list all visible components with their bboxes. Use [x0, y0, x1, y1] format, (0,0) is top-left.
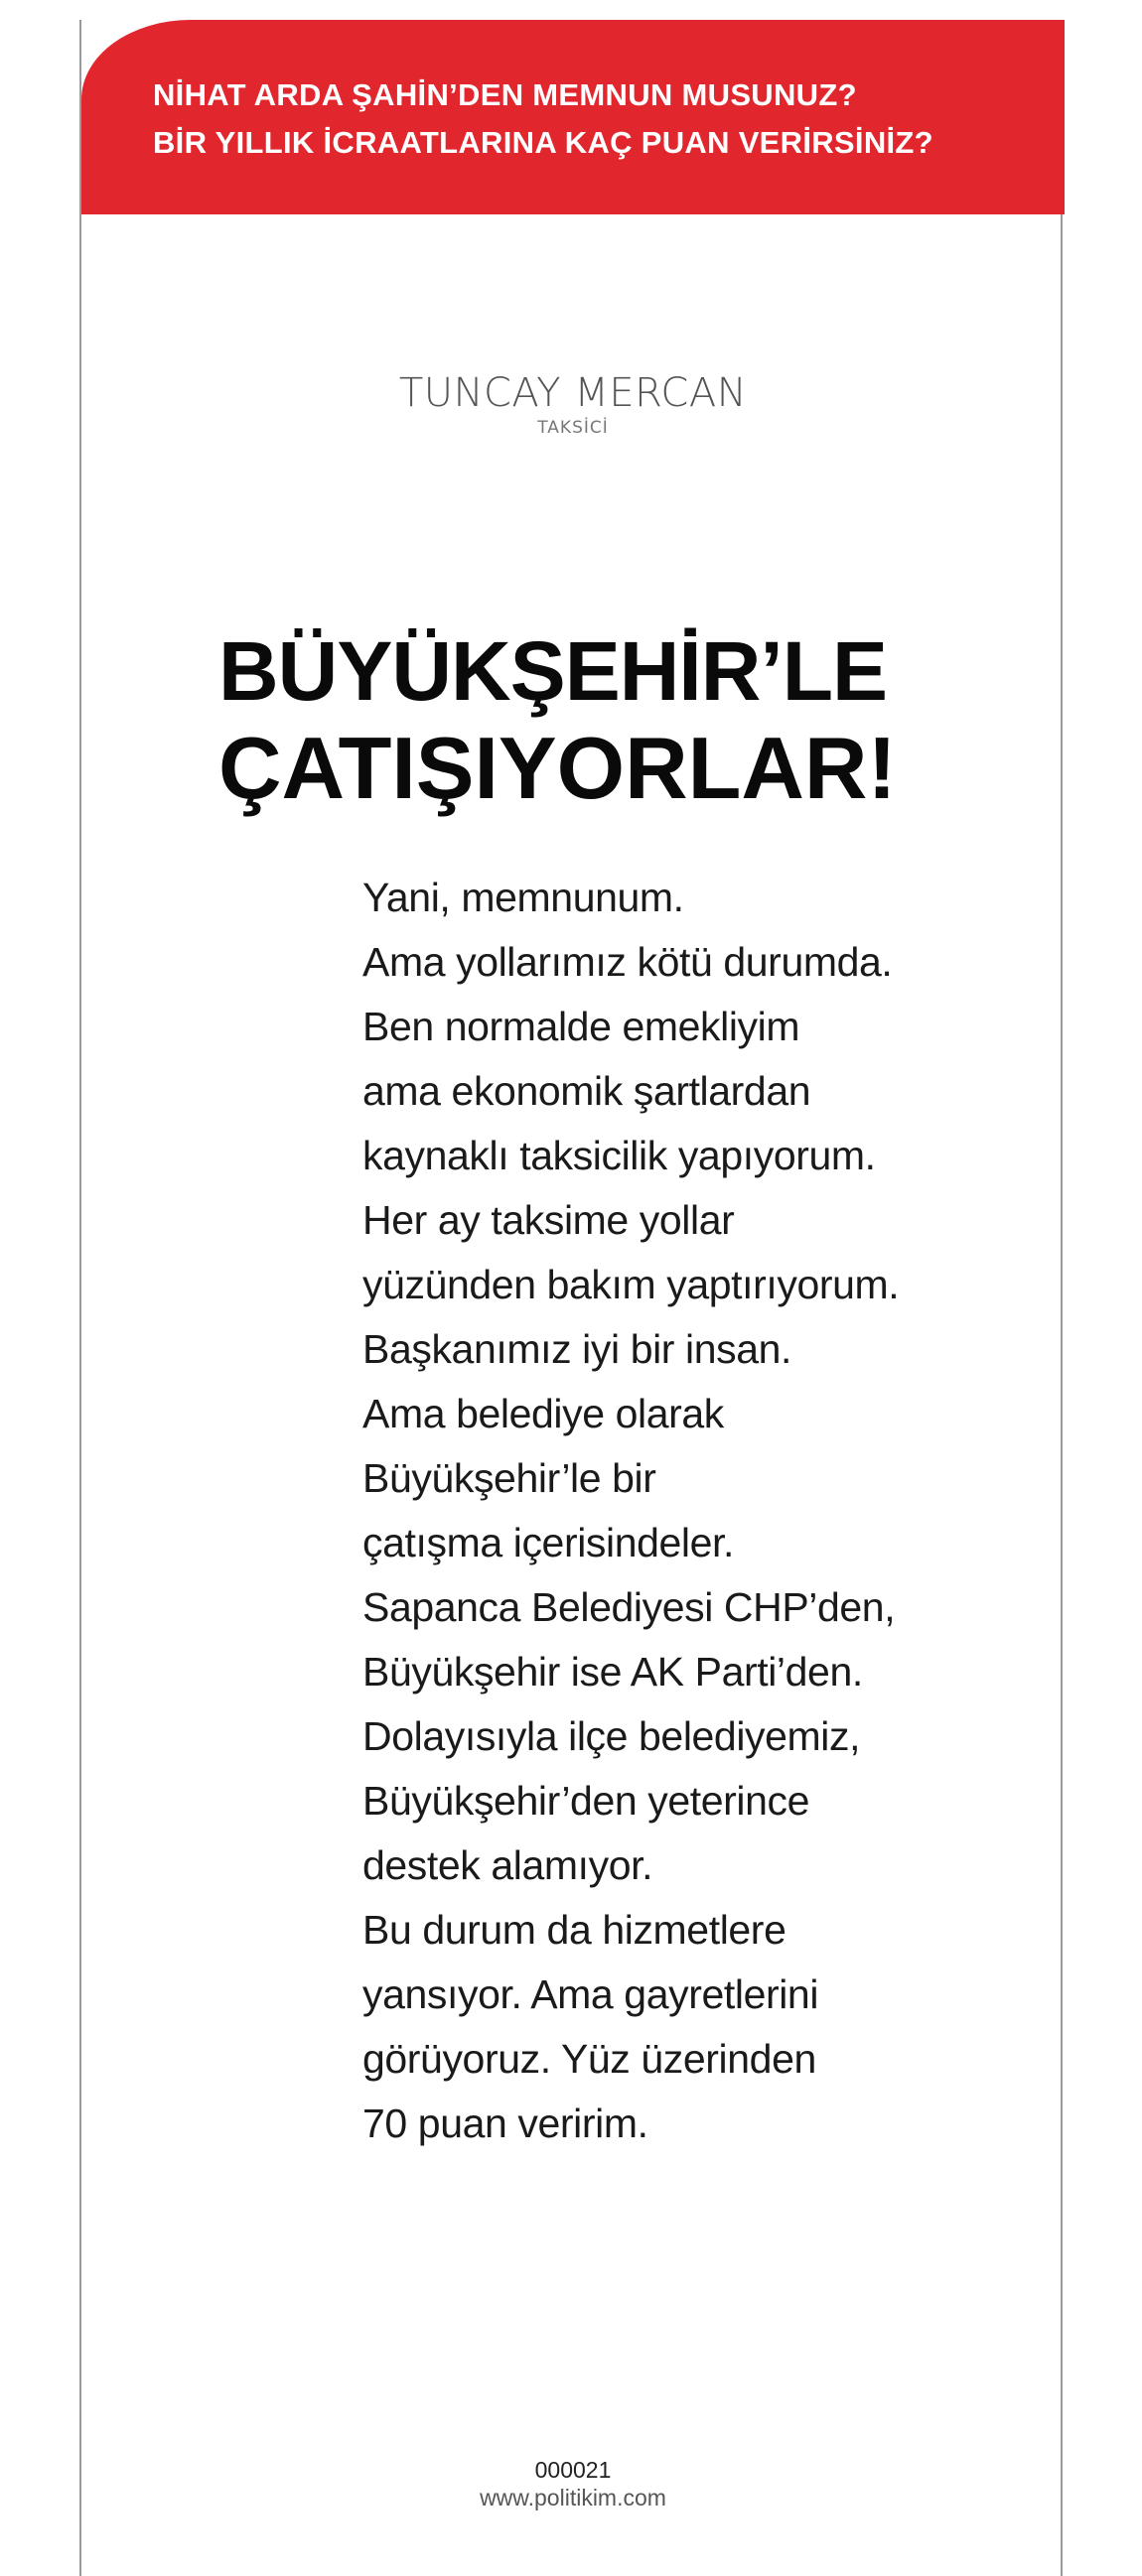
quote-line: Her ay taksime yollar [362, 1197, 735, 1243]
quote-line: kaynaklı taksicilik yapıyorum. [362, 1133, 876, 1178]
quote-body [362, 866, 1058, 2156]
headline-line-2: ÇATIŞIYORLAR! [218, 719, 897, 817]
quote-line: Başkanımız iyi bir insan. [362, 1326, 792, 1372]
quote-line: Bu durum da hizmetlere [362, 1907, 786, 1953]
article-card [79, 20, 1063, 2576]
quote-line: 70 puan veririm. [362, 2101, 648, 2146]
headline [218, 623, 1053, 818]
quote-line: Sapanca Belediyesi CHP’den, [362, 1584, 896, 1630]
quote-line: Yani, memnunum. [362, 875, 684, 920]
quote-line: Büyükşehir’den yeterince [362, 1778, 810, 1824]
interviewee-role: TAKSİCİ [537, 418, 609, 438]
quote-line: destek alamıyor. [362, 1842, 653, 1888]
interviewee-name: TUNCAY MERCAN [398, 370, 748, 416]
quote-line: Ama belediye olarak [362, 1391, 724, 1436]
quote-line: Ben normalde emekliyim [362, 1004, 800, 1049]
header-question-line-1: NİHAT ARDA ŞAHİN’DEN MEMNUN MUSUNUZ? [153, 77, 857, 112]
quote-line: ama ekonomik şartlardan [362, 1068, 811, 1114]
header-question-line-2: BİR YILLIK İCRAATLARINA KAÇ PUAN VERİRSİNİZ? [153, 125, 933, 160]
quote-line: Büyükşehir’le bir [362, 1455, 656, 1501]
quote-line: Ama yollarımız kötü durumda. [362, 939, 893, 985]
quote-line: Dolayısıyla ilçe belediyemiz, [362, 1713, 861, 1759]
quote-line: çatışma içerisindeler. [362, 1520, 735, 1565]
header-banner [81, 20, 1065, 214]
footer-code: 000021 [534, 2457, 612, 2483]
quote-line: yüzünden bakım yaptırıyorum. [362, 1262, 900, 1307]
quote-line: yansıyor. Ama gayretlerini [362, 1971, 819, 2017]
interviewee-block [81, 369, 1065, 439]
quote-line: görüyoruz. Yüz üzerinden [362, 2036, 816, 2082]
headline-line-1: BÜYÜKŞEHİR’LE [218, 624, 888, 718]
footer [81, 2456, 1065, 2511]
quote-line: Büyükşehir ise AK Parti’den. [362, 1649, 863, 1695]
footer-website-link[interactable]: www.politikim.com [480, 2485, 666, 2510]
